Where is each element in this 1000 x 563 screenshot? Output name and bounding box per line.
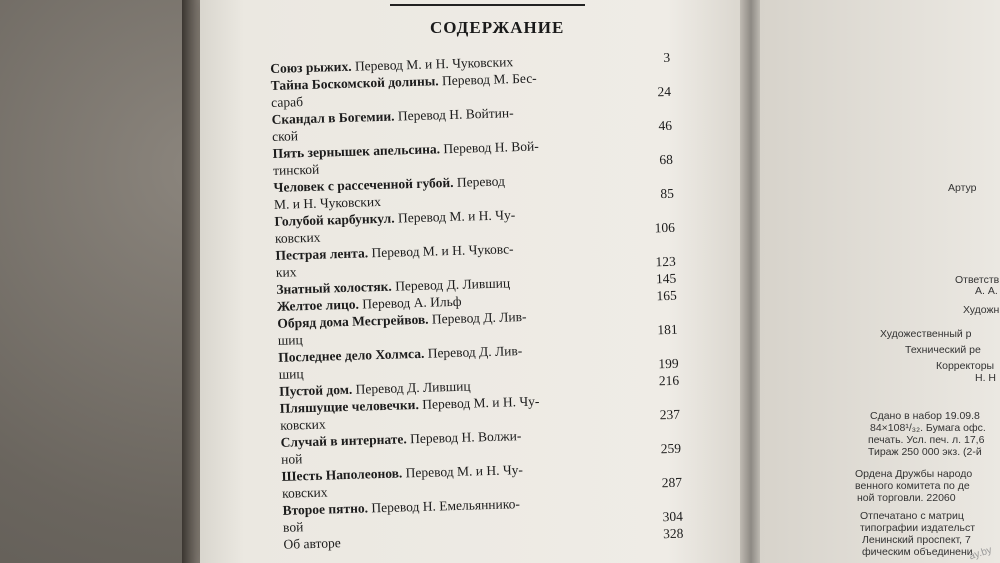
toc-entry-text: ковских [274,229,321,246]
imprint-line: Художественный р [880,328,972,340]
toc-page-number: 145 [655,270,677,287]
toc-page-number: 328 [662,525,684,542]
toc-entry-title: Пустой дом. [279,381,353,399]
toc-page-number: 181 [657,321,678,338]
imprint-line: Корректоры [936,360,995,372]
toc-entry-title: Пестрая лента. [275,245,369,263]
imprint-line: Ленинский проспект, 7 [862,534,971,546]
toc-entry-text: Перевод Д. Лившиц [391,275,511,294]
toc-page-number: 123 [655,253,676,270]
table-of-contents [270,49,684,553]
toc-entry-title: Последнее дело Холмса. [278,345,425,365]
imprint-line: печать. Усл. печ. л. 17,6 [868,434,985,446]
toc-page-number: 199 [658,355,679,372]
toc-entry-text: Перевод Д. Лившиц [352,378,471,397]
toc-entry-text: Перевод М. и Н. Чуковских [351,54,514,74]
toc-entry-text: Перевод М. и Н. Чу- [402,462,524,481]
imprint-line: Сдано в набор 19.09.8 [870,410,980,422]
toc-entry-text: Перевод М. и Н. Чу- [418,393,540,412]
toc-page-number: 304 [662,508,684,525]
toc-entry-title: Голубой карбункул. [274,210,395,229]
toc-entry-text: ной [280,451,303,467]
imprint-line: 84×108¹/₃₂. Бумага офс. [870,422,986,434]
toc-entry-text: Перевод А. Ильф [358,293,462,312]
toc-page-number: 24 [657,83,672,100]
toc-page-number: 68 [659,151,674,168]
toc-entry-text: Перевод Н. Волжи- [406,428,522,447]
toc-entry-text: ской [271,128,299,144]
imprint-line: типографии издательст [860,522,976,534]
imprint-line: Художн [963,304,1000,316]
imprint-line: венного комитета по де [855,480,970,492]
toc-entry-text: сараб [270,94,304,110]
toc-entry-title: Обряд дома Месгрейвов. [277,311,429,331]
toc-entry-text: Об авторе [283,535,341,552]
imprint-line: Отпечатано с матриц [860,510,964,522]
toc-page-number: 216 [658,372,680,389]
toc-entry-text: Перевод М. и Н. Чуковс- [367,241,514,261]
toc-entry-text: М. и Н. Чуковских [273,193,382,212]
imprint-line: Ответств [955,274,1000,286]
toc-page-number: 3 [663,49,671,66]
page-title: СОДЕРЖАНИЕ [430,18,565,37]
toc-entry-title: Союз рыжих. [270,58,352,76]
toc-entry-text: Перевод Д. Лив- [424,343,523,361]
book-cover-edge [182,0,202,563]
toc-entry-text: Перевод Н. Емельяннико- [367,496,521,516]
imprint-line: фическим объединени [862,546,973,558]
toc-page-number: 165 [656,287,677,304]
toc-entry-title: Второе пятно. [282,500,369,518]
toc-entry-title: Пять зернышек апельсина. [272,141,441,161]
toc-entry-text: тинской [272,161,320,178]
imprint-line: ной торговли. 22060 [857,492,956,504]
watermark: ay.by [967,544,994,563]
imprint-line: Ордена Дружбы народо [855,468,973,480]
toc-entry-title: Шесть Наполеонов. [281,465,403,484]
toc-entry-text: Перевод Н. Вой- [439,138,539,157]
toc-entry-title: Желтое лицо. [276,296,360,314]
toc-entry-title: Тайна Боскомской долины. [270,73,439,93]
imprint-line: Артур [948,182,977,194]
toc-page-number: 85 [660,185,675,202]
toc-entry-text: Перевод Д. Лив- [428,308,527,327]
toc-entry-text: Перевод М. и Н. Чу- [394,207,516,226]
toc-entry-text: Перевод Н. Войтин- [394,105,514,124]
toc-entry-title: Знатный холостяк. [276,278,393,297]
imprint-line: Тираж 250 000 экз. (2-й [868,446,982,458]
toc-page-number: 46 [658,117,673,134]
imprint-line: Технический ре [905,344,981,356]
toc-page-number: 106 [654,219,676,236]
imprint-line: А. А. [975,285,998,297]
toc-entry-title: Пляшущие человечки. [279,396,420,416]
toc-entry-text: Перевод М. Бес- [438,70,537,89]
toc-entry-text: ковских [279,416,326,433]
toc-entry-text: шиц [278,366,304,382]
toc-entry-text: ковских [281,484,328,501]
toc-entry-text: вой [282,519,304,535]
toc-entry-text: Перевод [453,173,506,190]
toc-page-number: 259 [660,440,682,457]
toc-entry-title: Скандал в Богемии. [271,108,395,127]
imprint-line: Н. Н [975,372,996,384]
top-rule [390,4,585,6]
toc-page-number: 287 [661,474,683,491]
book-gutter [740,0,762,563]
toc-page-number: 237 [659,406,681,423]
toc-entry-text: ких [275,264,297,280]
toc-entry-title: Случай в интернате. [280,431,407,450]
toc-entry-text: шиц [277,332,303,348]
toc-entry-title: Человек с рассеченной губой. [273,174,454,195]
